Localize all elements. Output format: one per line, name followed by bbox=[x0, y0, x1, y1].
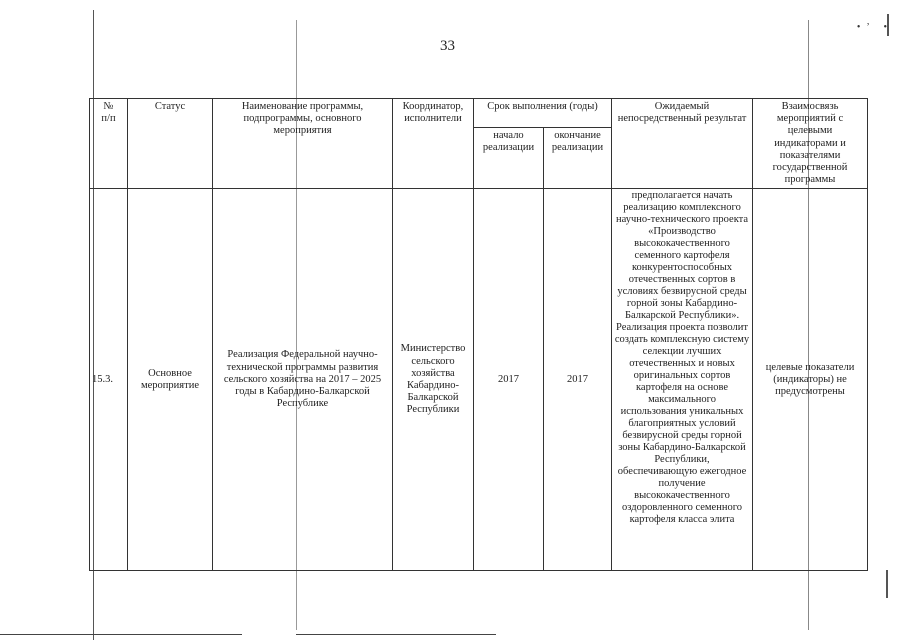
header-coordinator: Координатор, исполнители bbox=[393, 99, 474, 189]
page-number: 33 bbox=[440, 38, 455, 54]
footer-rule-left bbox=[0, 634, 242, 635]
row-end: 2017 bbox=[544, 189, 612, 571]
row-coordinator: Министерство сельского хозяйства Кабардино-Балкарской Республики bbox=[393, 189, 474, 571]
program-table bbox=[89, 98, 868, 571]
row-status: Основное мероприятие bbox=[128, 189, 213, 571]
header-period: Срок выполнения (годы) bbox=[474, 99, 612, 128]
header-expected-result: Ожидаемый непосредственный результат bbox=[612, 99, 753, 189]
row-start: 2017 bbox=[474, 189, 544, 571]
header-num: № п/п bbox=[90, 99, 128, 189]
footer-rule-right bbox=[296, 634, 496, 635]
header-end: окончание реализации bbox=[544, 127, 612, 189]
corner-marks: •’ • bbox=[856, 22, 893, 33]
header-start: начало реализации bbox=[474, 127, 544, 189]
header-relation: Взаимосвязь мероприятий с целевыми индикаторами и показателями государственной программы bbox=[753, 99, 868, 189]
row-relation: целевые показатели (индикаторы) не предусмотрены bbox=[753, 189, 868, 571]
header-status: Статус bbox=[128, 99, 213, 189]
header-program-name: Наименование программы, подпрограммы, основного мероприятия bbox=[213, 99, 393, 189]
row-expected-result: предполагается начать реализацию комплексного научно-технического проекта «Производство высококачественного семенного картофеля конкурентоспособных отечественных сортов в условиях безвирусной среды горной зоны Кабардино-Балкарской Республики». Реализация проекта позволит создать комплексную систему селекции лучших отечественных и новых оригинальных сортов картофеля на основе максимального использования уникальных благоприятных условий безвирусной среды горной зоны Кабардино-Балкарской Республики, обеспечивающую ежегодное получение высококачественного оздоровленного семенного картофеля класса элита bbox=[612, 189, 753, 571]
row-num: 15.3. bbox=[90, 189, 128, 571]
row-program-name: Реализация Федеральной научно-технической программы развития сельского хозяйства на 2017 – 2025 годы в Кабардино-Балкарской Республике bbox=[213, 189, 393, 571]
scan-line-edge bbox=[886, 570, 888, 598]
